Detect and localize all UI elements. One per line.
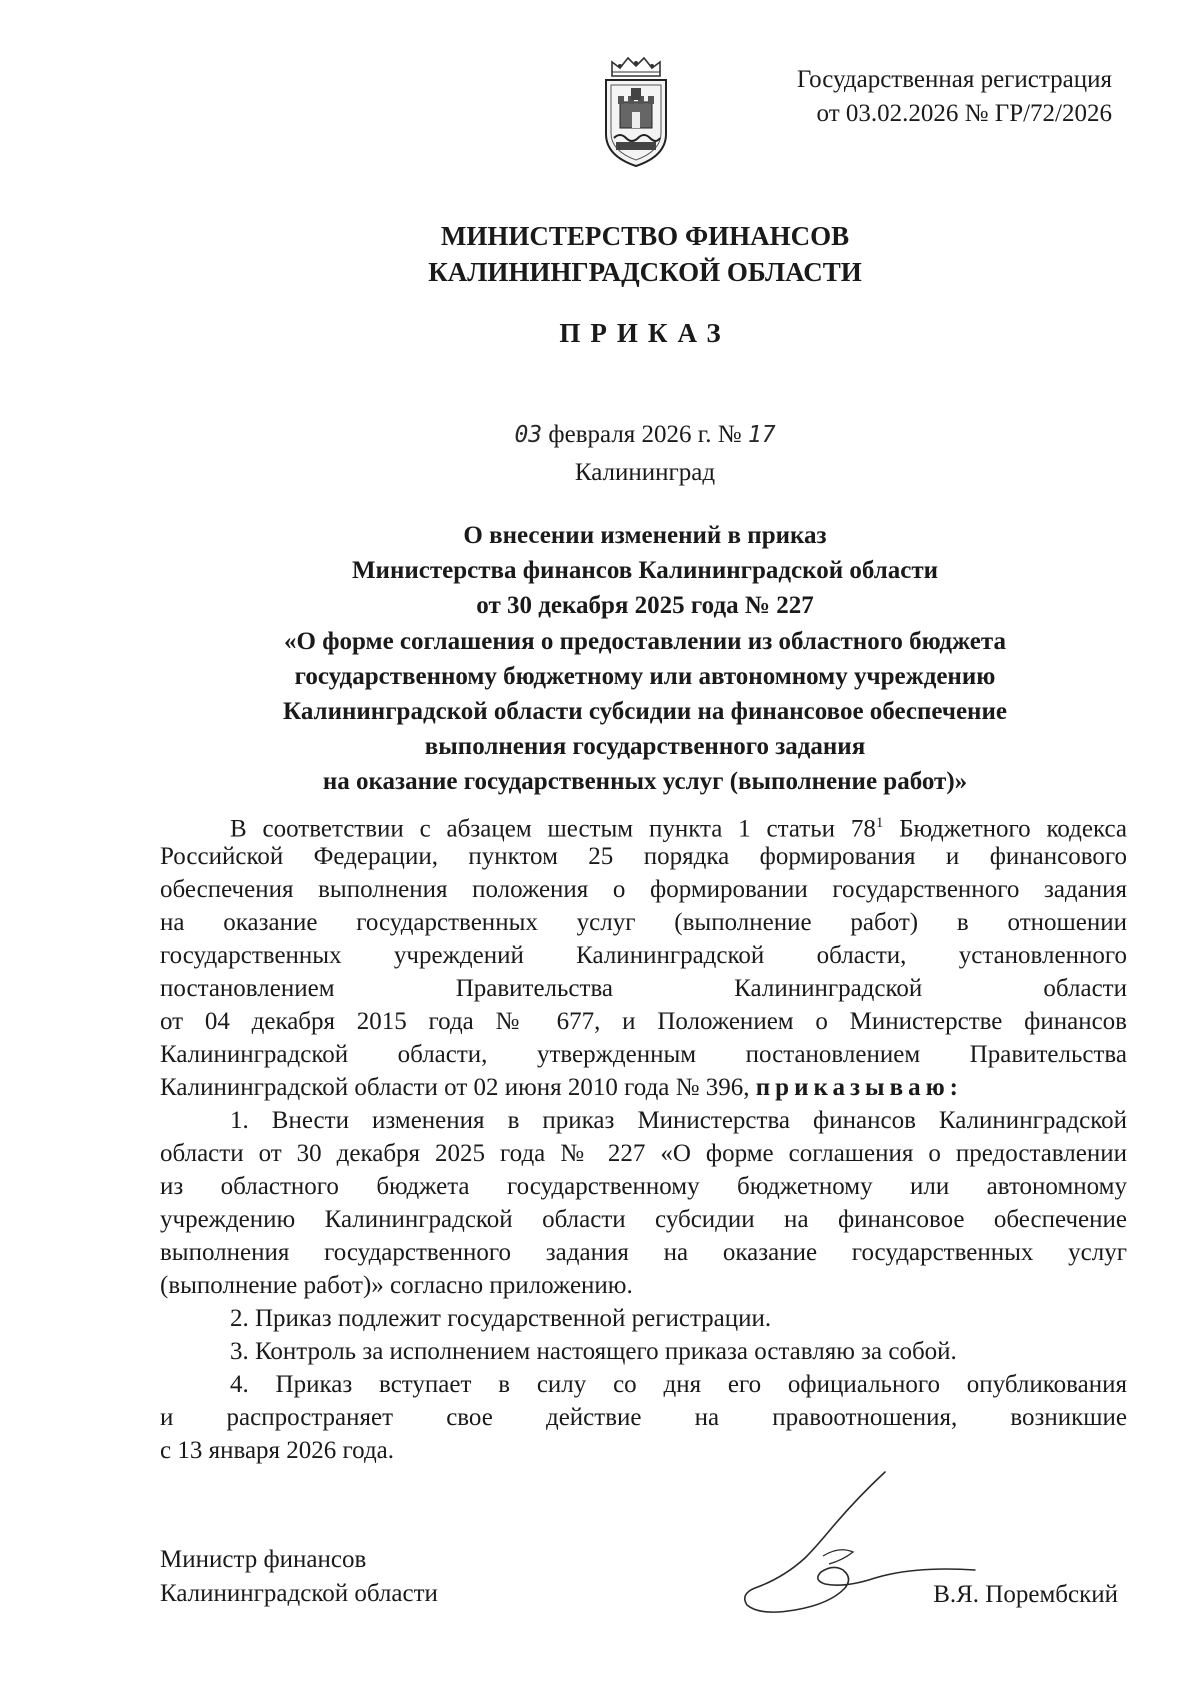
subject-line: «О форме соглашения о предоставлении из областного бюджета (284, 627, 1006, 655)
item-4-line: и распространяет свое действие на правоотношения, возникшие (160, 1404, 1127, 1431)
signatory-title-line-2: Калининградской области (160, 1580, 438, 1607)
item-4-line: с 13 января 2026 года. (160, 1437, 395, 1464)
subject-line: от 30 декабря 2025 года № 227 (476, 592, 814, 620)
article-superscript: 1 (875, 815, 884, 831)
order-title: ПРИКАЗ (559, 318, 731, 348)
item-1-line: 1. Внести изменения в приказ Министерства финансов Калининградской (230, 1107, 1127, 1134)
preamble-text: В соответствии с абзацем шестым пункта 1 статьи 78 (230, 815, 876, 843)
item-1-line: из областного бюджета государственному бюджетному или автономному (160, 1173, 1127, 1200)
preamble-line: на оказание государственных услуг (выполнение работ) в отношении (160, 909, 1127, 936)
registration-line-1: Государственная регистрация (796, 66, 1112, 93)
preamble-text: Бюджетного кодекса (883, 815, 1127, 843)
state-registration (692, 63, 1112, 131)
preamble-line: обеспечения выполнения положения о формировании государственного задания (160, 876, 1127, 903)
preamble-line: от 04 декабря 2015 года № 677, и Положением о Министерстве финансов (160, 1008, 1127, 1035)
preamble-line (160, 807, 1127, 843)
signatory-name: В.Я. Порембский (933, 1581, 1118, 1608)
item-1-line: выполнения государственного задания на оказание государственных услуг (160, 1239, 1127, 1266)
order-date (0, 416, 1200, 454)
item-4-line: 4. Приказ вступает в силу со дня его официального опубликования (230, 1371, 1127, 1398)
preamble-line: Калининградской области, утвержденным постановлением Правительства (160, 1041, 1127, 1068)
item-2: 2. Приказ подлежит государственной регистрации. (230, 1305, 772, 1332)
item-3: 3. Контроль за исполнением настоящего приказа оставляю за собой. (230, 1338, 957, 1365)
subject-line: Министерства финансов Калининградской области (351, 557, 939, 585)
order-body (160, 807, 1127, 1467)
registration-line-2: от 03.02.2026 № ГР/72/2026 (816, 100, 1112, 127)
subject-line: Калининградской области субсидии на финансовое обеспечение (283, 698, 1007, 726)
signatory-title-line-1: Министр финансов (160, 1546, 367, 1573)
order-city: Калининград (574, 459, 716, 486)
coat-of-arms-icon (598, 52, 674, 172)
order-word: приказываю: (755, 1074, 963, 1101)
subject-line: О внесении изменений в приказ (463, 522, 827, 549)
subject-line: государственному бюджетному или автономному учреждению (294, 662, 996, 690)
order-subject (160, 518, 1130, 800)
subject-line: на оказание государственных услуг (выполнение работ)» (322, 768, 968, 796)
preamble-line: государственных учреждений Калининградской области, установленного (160, 942, 1127, 969)
preamble-line (160, 1071, 1127, 1104)
handwritten-day: 03 (514, 422, 543, 448)
handwritten-number: 17 (747, 422, 776, 448)
preamble-line: Российской Федерации, пунктом 25 порядка формирования и финансового (160, 843, 1127, 870)
order-date-block (0, 416, 1200, 492)
order-date-text: февраля 2026 г. № (542, 421, 748, 448)
item-1-line: (выполнение работ)» согласно приложению. (160, 1272, 633, 1299)
preamble-line: постановлением Правительства Калининградской области (160, 975, 1127, 1002)
subject-line: выполнения государственного задания (424, 733, 866, 761)
ministry-line-2: КАЛИНИНГРАДСКОЙ ОБЛАСТИ (428, 257, 862, 287)
preamble-text: Калининградской области от 02 июня 2010 года № 396, (160, 1074, 756, 1101)
item-1-line: области от 30 декабря 2025 года № 227 «О форме соглашения о предоставлении (160, 1140, 1127, 1167)
item-1-line: учреждению Калининградской области субсидии на финансовое обеспечение (160, 1206, 1127, 1233)
ministry-line-1: МИНИСТЕРСТВО ФИНАНСОВ (440, 221, 850, 251)
signatory-title (160, 1543, 438, 1611)
ministry-heading (0, 218, 1200, 290)
